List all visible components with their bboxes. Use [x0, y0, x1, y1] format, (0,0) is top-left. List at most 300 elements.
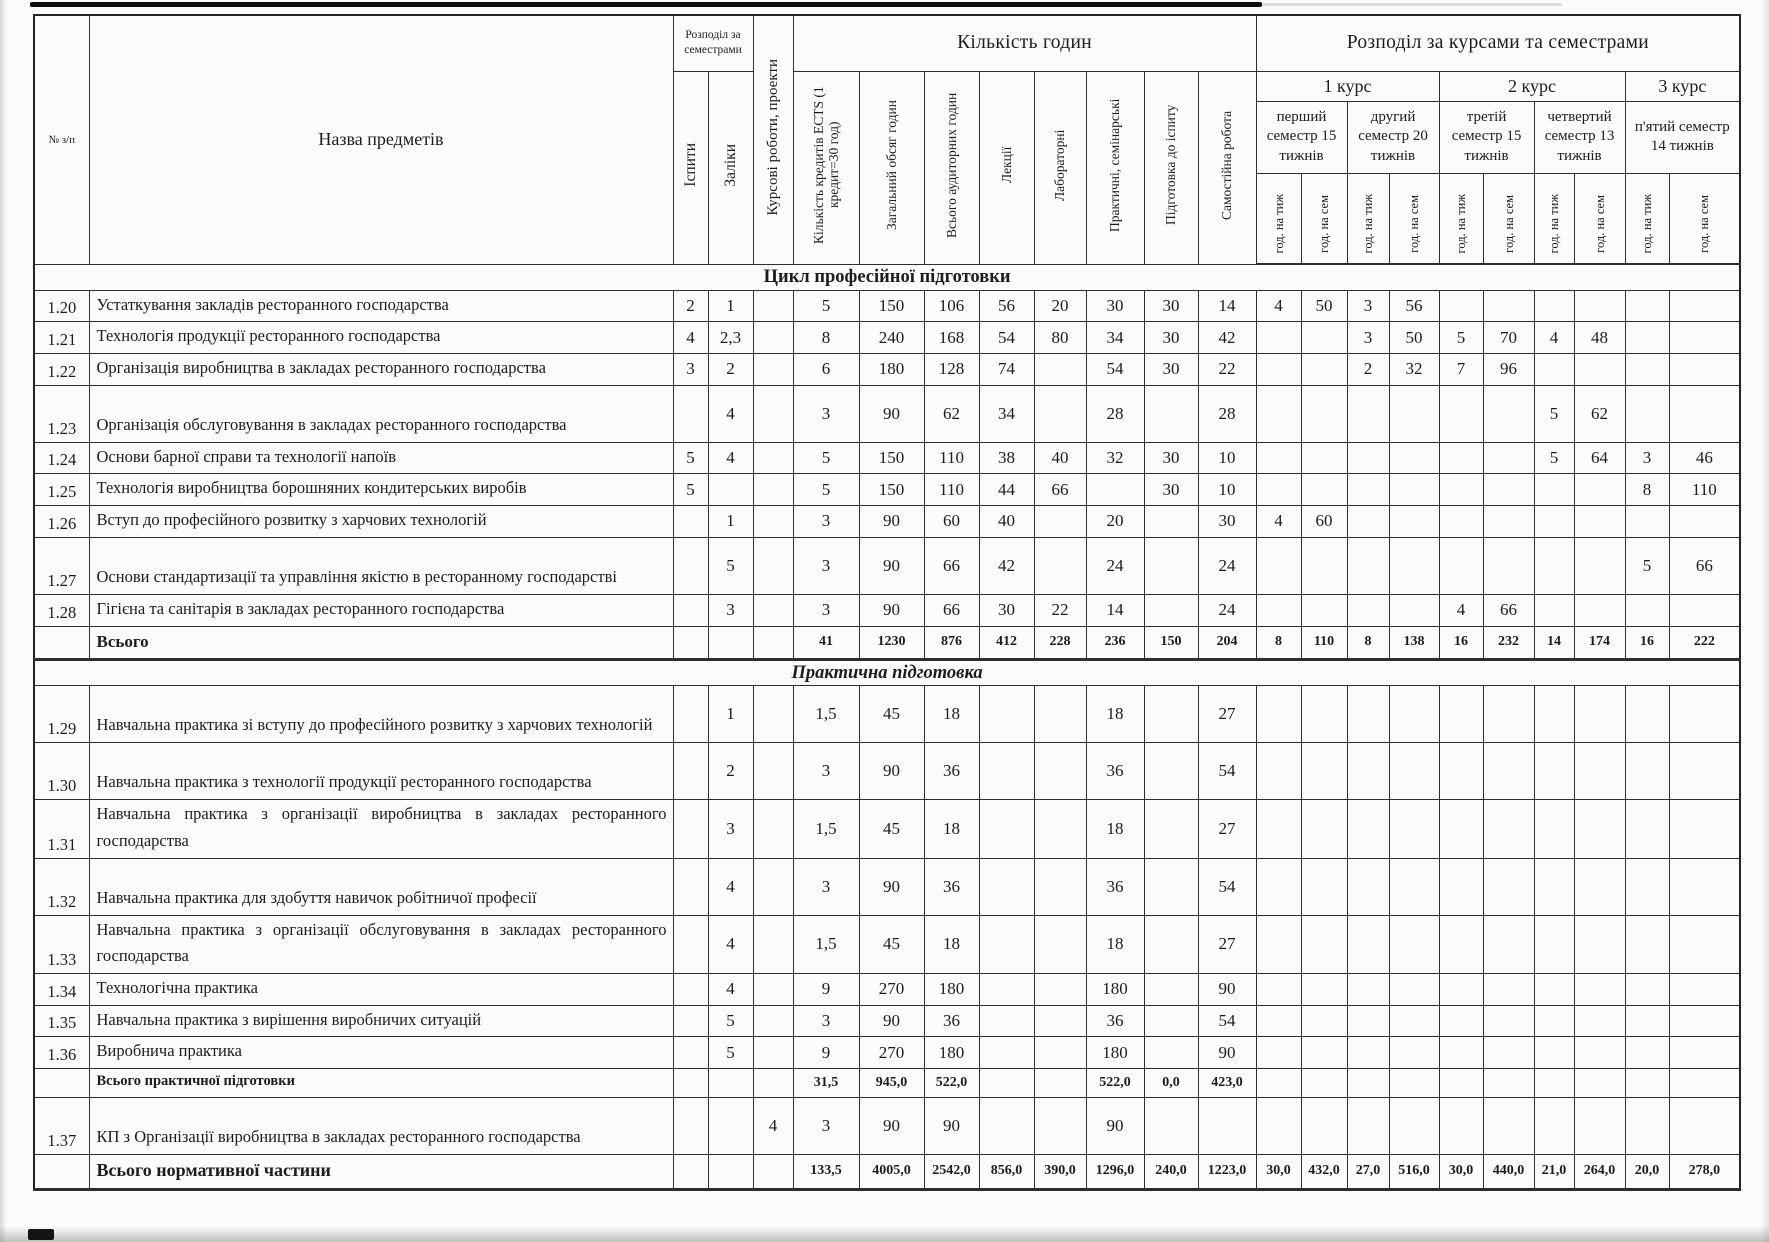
value-cell	[1347, 594, 1389, 626]
value-cell: 40	[1034, 442, 1086, 474]
value-cell: 2	[708, 743, 753, 800]
value-cell	[1034, 1069, 1086, 1097]
value-cell	[1389, 1069, 1439, 1097]
value-cell: 16	[1439, 626, 1483, 660]
value-cell	[1669, 743, 1740, 800]
col-header-s4-per-sem: год. на сем	[1574, 173, 1625, 264]
col-header-s2-per-sem: год. на сем	[1389, 173, 1439, 264]
value-cell	[1347, 1005, 1389, 1037]
value-cell: 28	[1198, 385, 1256, 442]
value-cell	[708, 474, 753, 506]
value-cell	[1347, 973, 1389, 1005]
value-cell	[753, 626, 793, 660]
col-header-subject: Назва предметів	[89, 15, 673, 264]
value-cell	[1534, 915, 1574, 973]
value-cell	[1144, 1097, 1198, 1154]
value-cell	[1034, 915, 1086, 973]
value-cell: 4	[673, 322, 708, 354]
value-cell: 106	[924, 290, 979, 322]
value-cell	[1347, 506, 1389, 538]
value-cell	[1301, 322, 1347, 354]
value-cell	[1256, 686, 1301, 743]
value-cell: 32	[1086, 442, 1144, 474]
value-cell	[1301, 1005, 1347, 1037]
value-cell	[1534, 743, 1574, 800]
value-cell: 5	[1625, 537, 1669, 594]
value-cell: 423,0	[1198, 1069, 1256, 1097]
value-cell: 168	[924, 322, 979, 354]
value-cell	[673, 537, 708, 594]
value-cell	[1574, 537, 1625, 594]
subject-name: Технологічна практика	[89, 973, 673, 1005]
value-cell	[1389, 537, 1439, 594]
value-cell	[1534, 1005, 1574, 1037]
table-row	[34, 442, 1740, 474]
value-cell	[753, 385, 793, 442]
value-cell	[1669, 506, 1740, 538]
scan-edge-artifact-bottom-left	[28, 1229, 54, 1240]
value-cell	[1034, 686, 1086, 743]
value-cell	[753, 322, 793, 354]
col-header-s4-per-week: год. на тиж	[1534, 173, 1574, 264]
value-cell	[1669, 973, 1740, 1005]
value-cell: 4	[753, 1097, 793, 1154]
value-cell: 14	[1086, 594, 1144, 626]
value-cell: 16	[1625, 626, 1669, 660]
value-cell: 30,0	[1439, 1154, 1483, 1189]
value-cell	[673, 915, 708, 973]
value-cell	[1144, 800, 1198, 858]
value-cell: 48	[1574, 322, 1625, 354]
value-cell: 8	[793, 322, 859, 354]
value-cell	[1625, 1005, 1669, 1037]
value-cell	[1256, 858, 1301, 915]
value-cell: 90	[859, 537, 924, 594]
value-cell	[673, 1037, 708, 1069]
value-cell	[1347, 474, 1389, 506]
value-cell	[1389, 474, 1439, 506]
value-cell	[1574, 743, 1625, 800]
subject-name: Навчальна практика з технології продукції ресторанного господарства	[89, 743, 673, 800]
value-cell: 36	[924, 858, 979, 915]
table-row	[34, 1097, 1740, 1154]
value-cell: 3	[1347, 290, 1389, 322]
value-cell: 90	[1198, 973, 1256, 1005]
value-cell	[1574, 686, 1625, 743]
value-cell	[1389, 506, 1439, 538]
value-cell	[1256, 743, 1301, 800]
value-cell	[1534, 537, 1574, 594]
col-header-s5-per-week: год. на тиж	[1625, 173, 1669, 264]
value-cell	[1439, 1037, 1483, 1069]
value-cell	[1256, 385, 1301, 442]
value-cell: 110	[924, 474, 979, 506]
value-cell: 18	[924, 800, 979, 858]
value-cell: 74	[979, 353, 1034, 385]
subject-name: Навчальна практика з організації обслуговування в закладах ресторанного господарства	[89, 915, 673, 973]
value-cell	[1034, 1037, 1086, 1069]
value-cell: 14	[1534, 626, 1574, 660]
value-cell	[1144, 686, 1198, 743]
value-cell: 150	[859, 474, 924, 506]
value-cell	[673, 973, 708, 1005]
table-row	[34, 743, 1740, 800]
value-cell	[1389, 973, 1439, 1005]
value-cell: 4	[1256, 290, 1301, 322]
value-cell	[1625, 385, 1669, 442]
value-cell	[1144, 915, 1198, 973]
value-cell	[1439, 385, 1483, 442]
value-cell: 54	[1198, 858, 1256, 915]
col-header-semester-4: четвертий семестр 13 тижнів	[1534, 101, 1625, 173]
value-cell	[753, 506, 793, 538]
table-row	[34, 290, 1740, 322]
value-cell	[1439, 537, 1483, 594]
value-cell: 30,0	[1256, 1154, 1301, 1189]
col-header-number: № з/п	[34, 15, 89, 264]
value-cell: 3	[793, 506, 859, 538]
value-cell: 40	[979, 506, 1034, 538]
value-cell: 110	[1301, 626, 1347, 660]
value-cell: 2	[673, 290, 708, 322]
value-cell	[1534, 290, 1574, 322]
value-cell	[1256, 474, 1301, 506]
value-cell	[1389, 385, 1439, 442]
value-cell	[1483, 537, 1534, 594]
value-cell	[673, 743, 708, 800]
value-cell	[1574, 973, 1625, 1005]
scan-edge-artifact-top	[30, 2, 1262, 7]
value-cell	[673, 1097, 708, 1154]
value-cell	[1389, 594, 1439, 626]
value-cell: 30	[1144, 290, 1198, 322]
value-cell: 3	[793, 537, 859, 594]
col-header-semester-5: п'ятий семестр 14 тижнів	[1625, 101, 1740, 173]
value-cell: 90	[1198, 1037, 1256, 1069]
value-cell	[753, 442, 793, 474]
value-cell	[1301, 442, 1347, 474]
col-header-course-works: Курсові роботи, проекти	[753, 15, 793, 264]
value-cell: 180	[859, 353, 924, 385]
table-row	[34, 594, 1740, 626]
col-header-classroom-hours: Всього аудиторних годин	[924, 71, 979, 264]
value-cell	[1669, 1037, 1740, 1069]
value-cell	[1144, 385, 1198, 442]
value-cell: 204	[1198, 626, 1256, 660]
value-cell: 50	[1301, 290, 1347, 322]
value-cell	[1301, 1037, 1347, 1069]
value-cell	[1301, 973, 1347, 1005]
value-cell: 64	[1574, 442, 1625, 474]
value-cell	[1439, 474, 1483, 506]
value-cell: 36	[924, 1005, 979, 1037]
value-cell	[753, 800, 793, 858]
value-cell	[1625, 686, 1669, 743]
value-cell: 27	[1198, 686, 1256, 743]
value-cell: 3	[793, 858, 859, 915]
row-number: 1.37	[34, 1097, 89, 1154]
row-number: 1.30	[34, 743, 89, 800]
value-cell: 4	[1256, 506, 1301, 538]
value-cell: 180	[1086, 973, 1144, 1005]
value-cell: 21,0	[1534, 1154, 1574, 1189]
value-cell	[753, 1154, 793, 1189]
value-cell	[1483, 858, 1534, 915]
value-cell: 3	[1347, 322, 1389, 354]
value-cell	[673, 1069, 708, 1097]
value-cell	[1483, 290, 1534, 322]
value-cell: 44	[979, 474, 1034, 506]
value-cell	[673, 626, 708, 660]
row-number: 1.29	[34, 686, 89, 743]
value-cell: 1,5	[793, 686, 859, 743]
value-cell	[1483, 686, 1534, 743]
table-row	[34, 506, 1740, 538]
value-cell: 90	[859, 506, 924, 538]
value-cell: 54	[1086, 353, 1144, 385]
row-number: 1.32	[34, 858, 89, 915]
value-cell: 10	[1198, 474, 1256, 506]
value-cell: 222	[1669, 626, 1740, 660]
value-cell	[1534, 1069, 1574, 1097]
value-cell	[753, 686, 793, 743]
value-cell	[1534, 1097, 1574, 1154]
curriculum-table	[33, 14, 1741, 1191]
value-cell: 4	[708, 858, 753, 915]
row-number: 1.31	[34, 800, 89, 858]
value-cell: 110	[924, 442, 979, 474]
value-cell	[979, 915, 1034, 973]
subject-name: Виробнича практика	[89, 1037, 673, 1069]
value-cell	[1574, 800, 1625, 858]
value-cell	[1034, 743, 1086, 800]
row-number: 1.26	[34, 506, 89, 538]
col-header-tests: Заліки	[708, 71, 753, 264]
value-cell: 30	[1086, 290, 1144, 322]
value-cell: 90	[859, 743, 924, 800]
value-cell: 66	[1483, 594, 1534, 626]
value-cell	[1439, 686, 1483, 743]
value-cell	[1439, 442, 1483, 474]
section-row	[34, 660, 1740, 686]
row-number: 1.20	[34, 290, 89, 322]
value-cell: 30	[1144, 322, 1198, 354]
value-cell: 50	[1389, 322, 1439, 354]
total-row	[34, 1069, 1740, 1097]
value-cell: 8	[1256, 626, 1301, 660]
scan-edge-shadow-right	[1760, 0, 1769, 1242]
value-cell	[1439, 290, 1483, 322]
value-cell: 90	[859, 1005, 924, 1037]
value-cell: 5	[793, 290, 859, 322]
value-cell	[1574, 915, 1625, 973]
row-number: 1.27	[34, 537, 89, 594]
value-cell	[1256, 800, 1301, 858]
col-header-s3-per-week: год. на тиж	[1439, 173, 1483, 264]
value-cell: 5	[673, 442, 708, 474]
value-cell: 22	[1198, 353, 1256, 385]
value-cell: 5	[1439, 322, 1483, 354]
table-row	[34, 353, 1740, 385]
value-cell: 180	[924, 1037, 979, 1069]
value-cell: 3	[793, 743, 859, 800]
value-cell	[753, 1005, 793, 1037]
value-cell: 54	[1198, 1005, 1256, 1037]
value-cell	[1439, 743, 1483, 800]
value-cell	[1534, 474, 1574, 506]
value-cell	[1669, 1097, 1740, 1154]
subject-name: Організація виробництва в закладах ресторанного господарства	[89, 353, 673, 385]
value-cell: 5	[793, 474, 859, 506]
row-number: 1.21	[34, 322, 89, 354]
value-cell	[1198, 1097, 1256, 1154]
value-cell: 42	[979, 537, 1034, 594]
col-header-s2-per-week: год. на тиж	[1347, 173, 1389, 264]
value-cell	[1256, 915, 1301, 973]
value-cell	[1625, 322, 1669, 354]
value-cell: 80	[1034, 322, 1086, 354]
value-cell: 30	[1144, 353, 1198, 385]
value-cell	[1574, 1097, 1625, 1154]
value-cell: 390,0	[1034, 1154, 1086, 1189]
value-cell	[1347, 915, 1389, 973]
value-cell: 27	[1198, 800, 1256, 858]
value-cell: 46	[1669, 442, 1740, 474]
value-cell: 876	[924, 626, 979, 660]
value-cell	[1144, 1005, 1198, 1037]
value-cell	[753, 594, 793, 626]
value-cell: 432,0	[1301, 1154, 1347, 1189]
value-cell	[1389, 743, 1439, 800]
value-cell: 56	[1389, 290, 1439, 322]
value-cell	[1347, 743, 1389, 800]
subject-name: Всього практичної підготовки	[89, 1069, 673, 1097]
value-cell	[1256, 322, 1301, 354]
value-cell	[979, 800, 1034, 858]
value-cell	[1534, 353, 1574, 385]
value-cell	[753, 474, 793, 506]
value-cell	[1301, 915, 1347, 973]
value-cell	[1574, 594, 1625, 626]
value-cell: 270	[859, 973, 924, 1005]
value-cell: 2	[1347, 353, 1389, 385]
value-cell	[1301, 594, 1347, 626]
value-cell: 90	[924, 1097, 979, 1154]
value-cell: 5	[1534, 385, 1574, 442]
table-row	[34, 1005, 1740, 1037]
value-cell	[1439, 858, 1483, 915]
value-cell	[753, 973, 793, 1005]
col-header-practical: Практичні, семінарські	[1086, 71, 1144, 264]
value-cell: 9	[793, 1037, 859, 1069]
value-cell	[1534, 1037, 1574, 1069]
value-cell	[1574, 290, 1625, 322]
value-cell	[1144, 594, 1198, 626]
value-cell: 60	[1301, 506, 1347, 538]
value-cell	[1669, 594, 1740, 626]
value-cell: 236	[1086, 626, 1144, 660]
col-header-labs: Лабораторні	[1034, 71, 1086, 264]
value-cell	[1669, 800, 1740, 858]
value-cell	[1534, 594, 1574, 626]
value-cell	[1347, 1097, 1389, 1154]
value-cell	[1439, 1097, 1483, 1154]
value-cell	[1347, 686, 1389, 743]
value-cell: 270	[859, 1037, 924, 1069]
value-cell	[1669, 353, 1740, 385]
value-cell: 62	[1574, 385, 1625, 442]
value-cell	[1483, 1097, 1534, 1154]
value-cell: 18	[924, 915, 979, 973]
value-cell	[1389, 858, 1439, 915]
row-number: 1.23	[34, 385, 89, 442]
value-cell: 522,0	[1086, 1069, 1144, 1097]
value-cell	[1439, 800, 1483, 858]
value-cell: 1230	[859, 626, 924, 660]
value-cell: 5	[1534, 442, 1574, 474]
value-cell: 945,0	[859, 1069, 924, 1097]
value-cell: 2542,0	[924, 1154, 979, 1189]
value-cell	[1389, 800, 1439, 858]
value-cell	[1534, 800, 1574, 858]
value-cell	[1439, 1069, 1483, 1097]
value-cell	[1347, 858, 1389, 915]
value-cell: 45	[859, 686, 924, 743]
value-cell: 32	[1389, 353, 1439, 385]
value-cell	[673, 506, 708, 538]
value-cell: 8	[1347, 626, 1389, 660]
col-header-semester-3: третій семестр 15 тижнів	[1439, 101, 1534, 173]
value-cell	[753, 858, 793, 915]
value-cell	[1483, 800, 1534, 858]
col-header-semester-distribution: Розподіл за семестрами	[673, 15, 753, 71]
section-title: Практична підготовка	[34, 660, 1740, 686]
value-cell	[753, 743, 793, 800]
col-header-hours-group: Кількість годин	[793, 15, 1256, 71]
value-cell: 22	[1034, 594, 1086, 626]
value-cell: 228	[1034, 626, 1086, 660]
section-title: Цикл професійної підготовки	[34, 264, 1740, 290]
row-number: 1.24	[34, 442, 89, 474]
value-cell	[1625, 743, 1669, 800]
value-cell	[673, 1154, 708, 1189]
value-cell: 138	[1389, 626, 1439, 660]
value-cell	[1034, 506, 1086, 538]
value-cell: 5	[708, 1037, 753, 1069]
value-cell: 3	[793, 385, 859, 442]
value-cell	[708, 1097, 753, 1154]
value-cell	[1389, 1037, 1439, 1069]
value-cell	[1347, 385, 1389, 442]
value-cell: 27,0	[1347, 1154, 1389, 1189]
value-cell	[1574, 858, 1625, 915]
subject-name: Навчальна практика для здобуття навичок робітничої професії	[89, 858, 673, 915]
col-header-course-2: 2 курс	[1439, 71, 1625, 101]
value-cell	[1301, 474, 1347, 506]
value-cell	[1086, 474, 1144, 506]
value-cell	[1301, 537, 1347, 594]
table-row	[34, 973, 1740, 1005]
value-cell	[1034, 973, 1086, 1005]
value-cell: 36	[924, 743, 979, 800]
value-cell	[673, 686, 708, 743]
value-cell	[1301, 1069, 1347, 1097]
value-cell: 24	[1086, 537, 1144, 594]
value-cell: 96	[1483, 353, 1534, 385]
col-header-lectures: Лекції	[979, 71, 1034, 264]
value-cell: 54	[979, 322, 1034, 354]
value-cell: 20,0	[1625, 1154, 1669, 1189]
